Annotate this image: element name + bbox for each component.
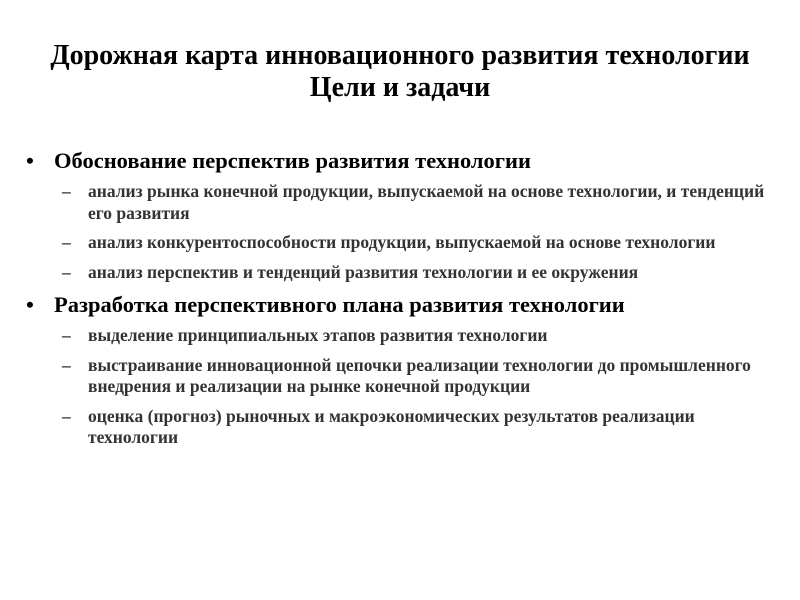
bullet-text: Разработка перспективного плана развития технологии (54, 292, 625, 317)
sub-item (26, 406, 786, 449)
sub-item-text: выстраивание инновационной цепочки реализации технологии до промышленного внедрения и реализации на рынке конечной продукции (88, 354, 751, 396)
section-2 (26, 291, 786, 449)
dash-marker: – (62, 325, 71, 345)
sub-item (26, 181, 786, 224)
bullet-text: Обоснование перспектив развития технологии (54, 148, 531, 173)
dash-marker: – (62, 354, 71, 375)
sub-item-text: анализ рынка конечной продукции, выпускаемой на основе технологии, и тенденций его развития (88, 181, 765, 223)
dash-marker: – (62, 405, 71, 426)
dash-marker: – (62, 261, 71, 282)
bullet-marker: • (26, 292, 34, 317)
sub-item (26, 262, 786, 284)
sub-item-text: анализ конкурентоспособности продукции, выпускаемой на основе технологии (88, 232, 716, 252)
sub-item-text: анализ перспектив и тенденций развития технологии и ее окружения (88, 261, 639, 282)
bullet-marker: • (26, 148, 34, 173)
bullet-heading (26, 147, 786, 174)
sub-item (26, 325, 786, 347)
sub-item (26, 232, 786, 254)
sub-item-text: выделение принципиальных этапов развития технологии (88, 325, 548, 345)
dash-marker: – (62, 181, 71, 201)
slide-title (0, 40, 800, 104)
sub-item (26, 355, 786, 398)
bullet-heading (26, 291, 786, 318)
dash-marker: – (62, 232, 71, 252)
section-1 (26, 147, 786, 283)
bullet-list (26, 147, 786, 457)
title-line-1: Дорожная карта инновационного развития технологии (50, 40, 750, 71)
sub-item-text: оценка (прогноз) рыночных и макроэкономических результатов реализации технологии (88, 405, 695, 447)
title-line-2: Цели и задачи (309, 72, 491, 103)
